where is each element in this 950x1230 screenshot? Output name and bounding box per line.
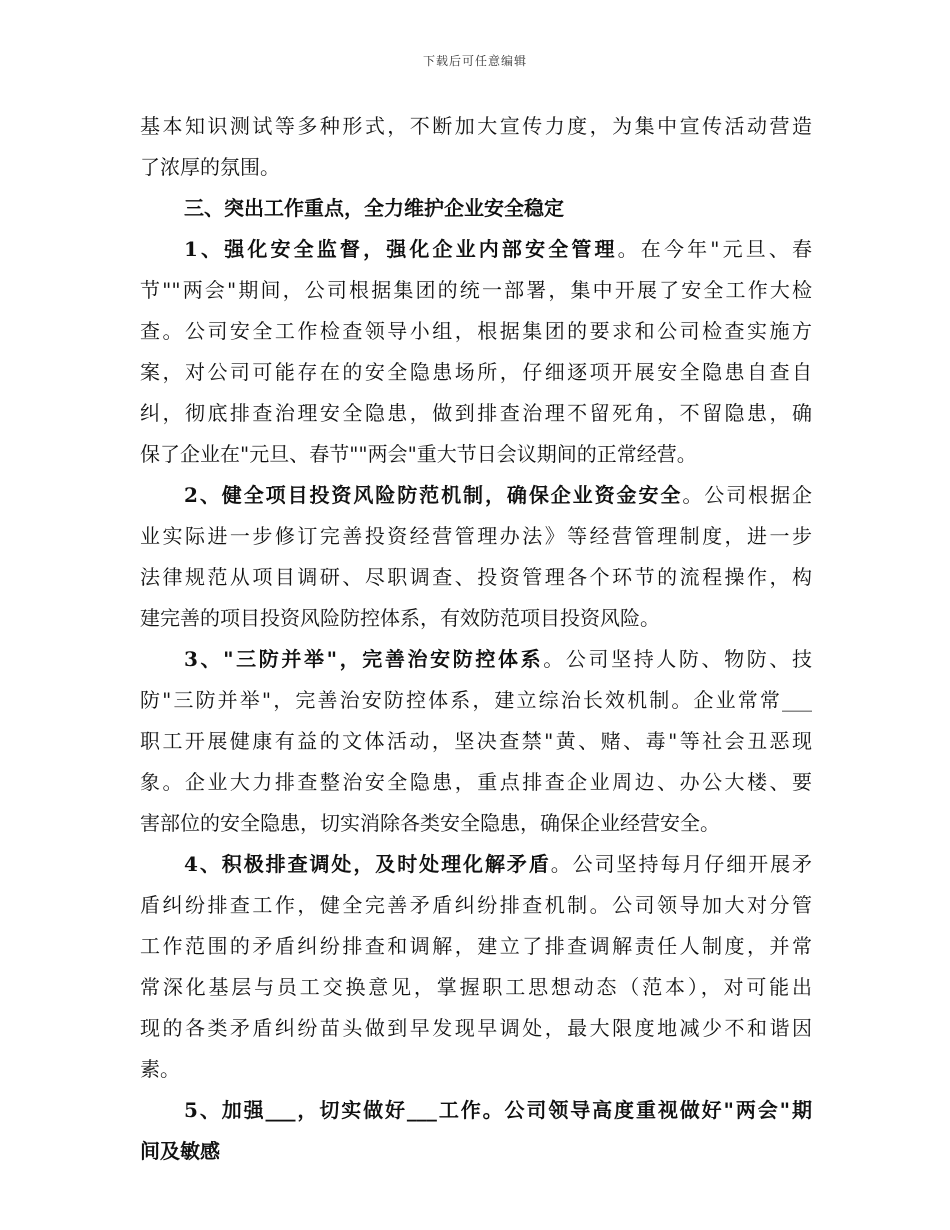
paragraph-line: 盾纠纷排查工作，健全完善矛盾纠纷排查机制。公司领导加大对分管 bbox=[140, 893, 812, 917]
paragraph-line: 案，对公司可能存在的安全隐患场所，仔细逐项开展安全隐患自查自 bbox=[140, 360, 812, 384]
item-heading-2: 2、健全项目投资风险防范机制，确保企业资金安全 bbox=[184, 483, 683, 507]
paragraph-line: 了浓厚的氛围。 bbox=[140, 155, 280, 179]
section-heading: 三、突出工作重点，全力维护企业安全稳定 bbox=[184, 196, 564, 220]
paragraph-line: 建完善的项目投资风险防控体系，有效防范项目投资风险。 bbox=[140, 606, 660, 630]
item-heading-5: 5、加强___，切实做好___工作。公司领导高度重视做好"两会"期 bbox=[184, 1098, 812, 1122]
paragraph-line bbox=[140, 844, 812, 885]
paragraph-line: 保了企业在"元旦、春节""两会"重大节日会议期间的正常经营。 bbox=[140, 442, 697, 466]
paragraph-line bbox=[140, 229, 812, 270]
paragraph-line: 素。 bbox=[140, 1057, 180, 1081]
paragraph-line: 查。公司安全工作检查领导小组，根据集团的要求和公司检查实施方 bbox=[140, 319, 812, 343]
paragraph-line: 现的各类矛盾纠纷苗头做到早发现早调处，最大限度地减少不和谐因 bbox=[140, 1016, 812, 1040]
item-text: 。公司根据企 bbox=[682, 483, 812, 507]
paragraph-line: 法律规范从项目调研、尽职调查、投资管理各个环节的流程操作，构 bbox=[140, 565, 812, 589]
paragraph-line: 间及敏感 bbox=[140, 1139, 220, 1163]
item-heading-4: 4、积极排查调处，及时处理化解矛盾 bbox=[184, 852, 551, 876]
document-body bbox=[140, 106, 812, 1172]
paragraph-line: 纠，彻底排查治理安全隐患，做到排查治理不留死角，不留隐患，确 bbox=[140, 401, 812, 425]
paragraph-line: 节""两会"期间，公司根据集团的统一部署，集中开展了安全工作大检 bbox=[140, 278, 812, 302]
paragraph-line: 职工开展健康有益的文体活动，坚决查禁"黄、赌、毒"等社会丑恶现 bbox=[140, 729, 812, 753]
paragraph-line: 业实际进一步修订完善投资经营管理办法》等经营管理制度，进一步 bbox=[140, 524, 812, 548]
paragraph-line: 工作范围的矛盾纠纷排查和调解，建立了排查调解责任人制度，并常 bbox=[140, 934, 812, 958]
item-heading-1: 1、强化安全监督，强化企业内部安全管理 bbox=[184, 237, 618, 261]
paragraph-line: 防"三防并举"，完善治安防控体系，建立综治长效机制。企业常常___ bbox=[140, 688, 812, 712]
item-text: 。在今年"元旦、春 bbox=[617, 237, 812, 261]
paragraph-line: 基本知识测试等多种形式，不断加大宣传力度，为集中宣传活动营造 bbox=[140, 114, 812, 138]
page-header: 下载后可任意编辑 bbox=[422, 54, 527, 68]
paragraph-line: 常深化基层与员工交换意见，掌握职工思想动态（范本），对可能出 bbox=[140, 975, 812, 999]
paragraph-line bbox=[140, 475, 812, 516]
item-heading-3: 3、"三防并举"，完善治安防控体系 bbox=[184, 647, 544, 671]
item-text: 。公司坚持人防、物防、技 bbox=[543, 647, 812, 671]
paragraph-line: 象。企业大力排查整治安全隐患，重点排查企业周边、办公大楼、要 bbox=[140, 770, 812, 794]
paragraph-line: 害部位的安全隐患，切实消除各类安全隐患，确保企业经营安全。 bbox=[140, 811, 720, 835]
paragraph-line bbox=[140, 639, 812, 680]
item-text: 。公司坚持每月仔细开展矛 bbox=[550, 852, 812, 876]
